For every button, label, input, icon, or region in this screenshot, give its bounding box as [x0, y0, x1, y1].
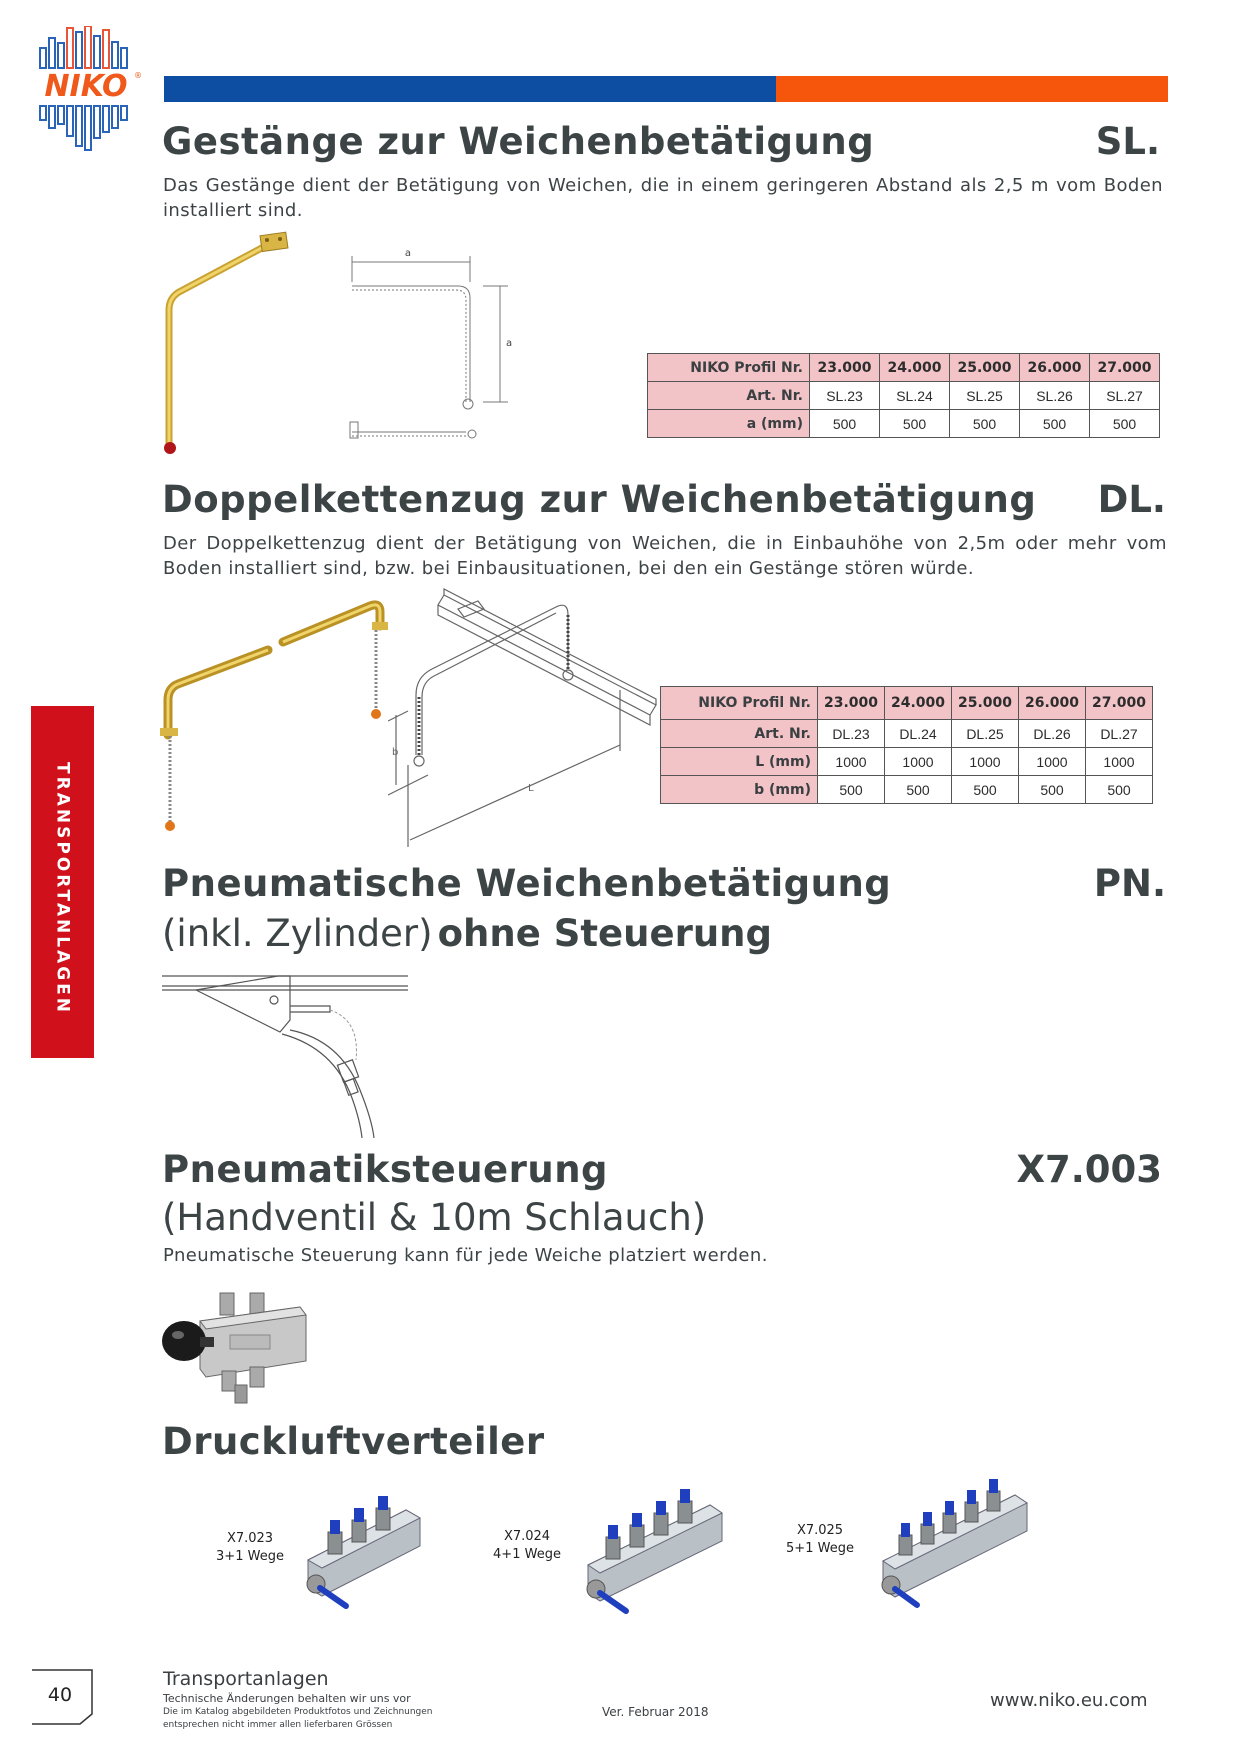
- dl-row-label: b (mm): [661, 776, 818, 804]
- druck-product-2-label: [487, 1528, 567, 1564]
- x7003-code: X7.003: [1016, 1148, 1162, 1191]
- sl-technical-drawing: [348, 242, 518, 447]
- footer-note-2: Die im Katalog abgebildeten Produktfotos und Zeichnungen: [163, 1707, 433, 1717]
- svg-text:a: a: [404, 248, 412, 259]
- dl-description: Der Doppelkettenzug dient der Betätigung von Weichen, die in Einbauhöhe von 2,5m oder mehr vom Boden installiert sind, bzw. bei Einbausituationen, bei den ein Gestänge stören würde.: [163, 533, 1167, 579]
- sl-cell: 500: [880, 410, 950, 438]
- sl-profile: 25.000: [950, 354, 1020, 382]
- sl-cell: SL.25: [950, 382, 1020, 410]
- dl-cell: 500: [1086, 776, 1153, 804]
- x7003-title: Pneumatiksteuerung: [162, 1148, 609, 1191]
- sl-cell: 500: [1090, 410, 1160, 438]
- sl-cell: SL.27: [1090, 382, 1160, 410]
- dl-row-label: Art. Nr.: [661, 720, 818, 748]
- druck-product-1-image: [300, 1480, 430, 1620]
- dl-cell: DL.24: [885, 720, 952, 748]
- table-row: [648, 410, 1160, 438]
- sl-spec-table: [647, 353, 1160, 438]
- dl-cell: DL.25: [952, 720, 1019, 748]
- product-ways: 5+1 Wege: [786, 1541, 854, 1556]
- dl-cell: 500: [818, 776, 885, 804]
- dl-profile: 27.000: [1086, 687, 1153, 720]
- dl-cell: 1000: [885, 748, 952, 776]
- x7003-subtitle: (Handventil & 10m Schlauch): [162, 1196, 707, 1239]
- footer-title: Transportanlagen: [163, 1668, 329, 1690]
- dl-title: Doppelkettenzug zur Weichenbetätigung: [162, 478, 1037, 521]
- pn-technical-drawing: [160, 970, 410, 1140]
- footer-note-3: entsprechen nicht immer allen lieferbaren Grössen: [163, 1720, 393, 1730]
- pn-subtitle-light: (inkl. Zylinder): [162, 912, 433, 955]
- sl-profile: 24.000: [880, 354, 950, 382]
- pn-code: PN.: [1093, 862, 1166, 905]
- svg-text:a: a: [506, 338, 513, 349]
- pn-subtitle: [162, 912, 772, 955]
- pn-title: Pneumatische Weichenbetätigung: [162, 862, 892, 905]
- sl-cell: 500: [950, 410, 1020, 438]
- table-row: [661, 720, 1153, 748]
- sl-cell: SL.26: [1020, 382, 1090, 410]
- side-tab-label: TRANSPORTANLAGEN: [52, 762, 73, 1015]
- footer-website-link[interactable]: www.niko.eu.com: [990, 1690, 1148, 1711]
- dl-profile: 26.000: [1019, 687, 1086, 720]
- svg-text:NIKO: NIKO: [44, 69, 128, 104]
- dl-chain-image: [158, 590, 388, 840]
- sl-profile: 26.000: [1020, 354, 1090, 382]
- sl-cell: 500: [1020, 410, 1090, 438]
- dl-code: DL.: [1097, 478, 1166, 521]
- dl-profile: 24.000: [885, 687, 952, 720]
- product-code: X7.023: [226, 1531, 274, 1546]
- sl-title: Gestänge zur Weichenbetätigung: [162, 120, 875, 163]
- niko-logo: [28, 26, 146, 151]
- dl-cell: 500: [952, 776, 1019, 804]
- druck-product-1-label: [210, 1530, 290, 1566]
- dl-cell: DL.23: [818, 720, 885, 748]
- druck-product-2-image: [580, 1475, 730, 1625]
- footer-version: Ver. Februar 2018: [602, 1705, 709, 1719]
- dl-row-label: L (mm): [661, 748, 818, 776]
- druck-product-3-label: [780, 1522, 860, 1558]
- table-row: [648, 382, 1160, 410]
- table-row: [661, 748, 1153, 776]
- dl-cell: 500: [885, 776, 952, 804]
- svg-text:b: b: [392, 747, 399, 758]
- svg-text:L: L: [528, 783, 534, 794]
- x7003-valve-image: [160, 1285, 310, 1405]
- sl-rod-image: [155, 230, 295, 460]
- dl-profile: 25.000: [952, 687, 1019, 720]
- footer-note-1: Technische Änderungen behalten wir uns vor: [163, 1692, 411, 1705]
- sl-code: SL.: [1095, 120, 1160, 163]
- product-code: X7.025: [796, 1523, 844, 1538]
- sl-cell: 500: [810, 410, 880, 438]
- header-bar-blue: [164, 76, 776, 102]
- dl-table-header: NIKO Profil Nr.: [661, 687, 818, 720]
- dl-cell: 1000: [952, 748, 1019, 776]
- druck-title: Druckluftverteiler: [162, 1420, 545, 1463]
- dl-profile: 23.000: [818, 687, 885, 720]
- druck-product-3-image: [875, 1465, 1035, 1620]
- sl-cell: SL.23: [810, 382, 880, 410]
- product-ways: 3+1 Wege: [216, 1549, 284, 1564]
- sl-description: Das Gestänge dient der Betätigung von Weichen, die in einem geringeren Abstand als 2,5 m vom Boden installiert sind.: [163, 175, 1163, 221]
- x7003-description: Pneumatische Steuerung kann für jede Weiche platziert werden.: [163, 1245, 768, 1266]
- sl-table: [647, 353, 1160, 438]
- table-row: [661, 776, 1153, 804]
- sl-cell: SL.24: [880, 382, 950, 410]
- dl-cell: 1000: [1019, 748, 1086, 776]
- dl-cell: 500: [1019, 776, 1086, 804]
- sl-table-header: NIKO Profil Nr.: [648, 354, 810, 382]
- dl-spec-table: [660, 686, 1153, 804]
- sl-profile: 27.000: [1090, 354, 1160, 382]
- product-code: X7.024: [503, 1529, 551, 1544]
- sl-profile: 23.000: [810, 354, 880, 382]
- dl-cell: 1000: [1086, 748, 1153, 776]
- dl-technical-drawing: [388, 585, 658, 850]
- svg-text:®: ®: [134, 71, 142, 80]
- dl-cell: DL.26: [1019, 720, 1086, 748]
- pn-subtitle-bold: ohne Steuerung: [437, 912, 772, 955]
- sl-row-label: Art. Nr.: [648, 382, 810, 410]
- sl-row-label: a (mm): [648, 410, 810, 438]
- dl-cell: 1000: [818, 748, 885, 776]
- page-number: 40: [47, 1684, 73, 1706]
- header-bar-orange: [776, 76, 1168, 102]
- product-ways: 4+1 Wege: [493, 1547, 561, 1562]
- dl-cell: DL.27: [1086, 720, 1153, 748]
- dl-table: [660, 686, 1153, 804]
